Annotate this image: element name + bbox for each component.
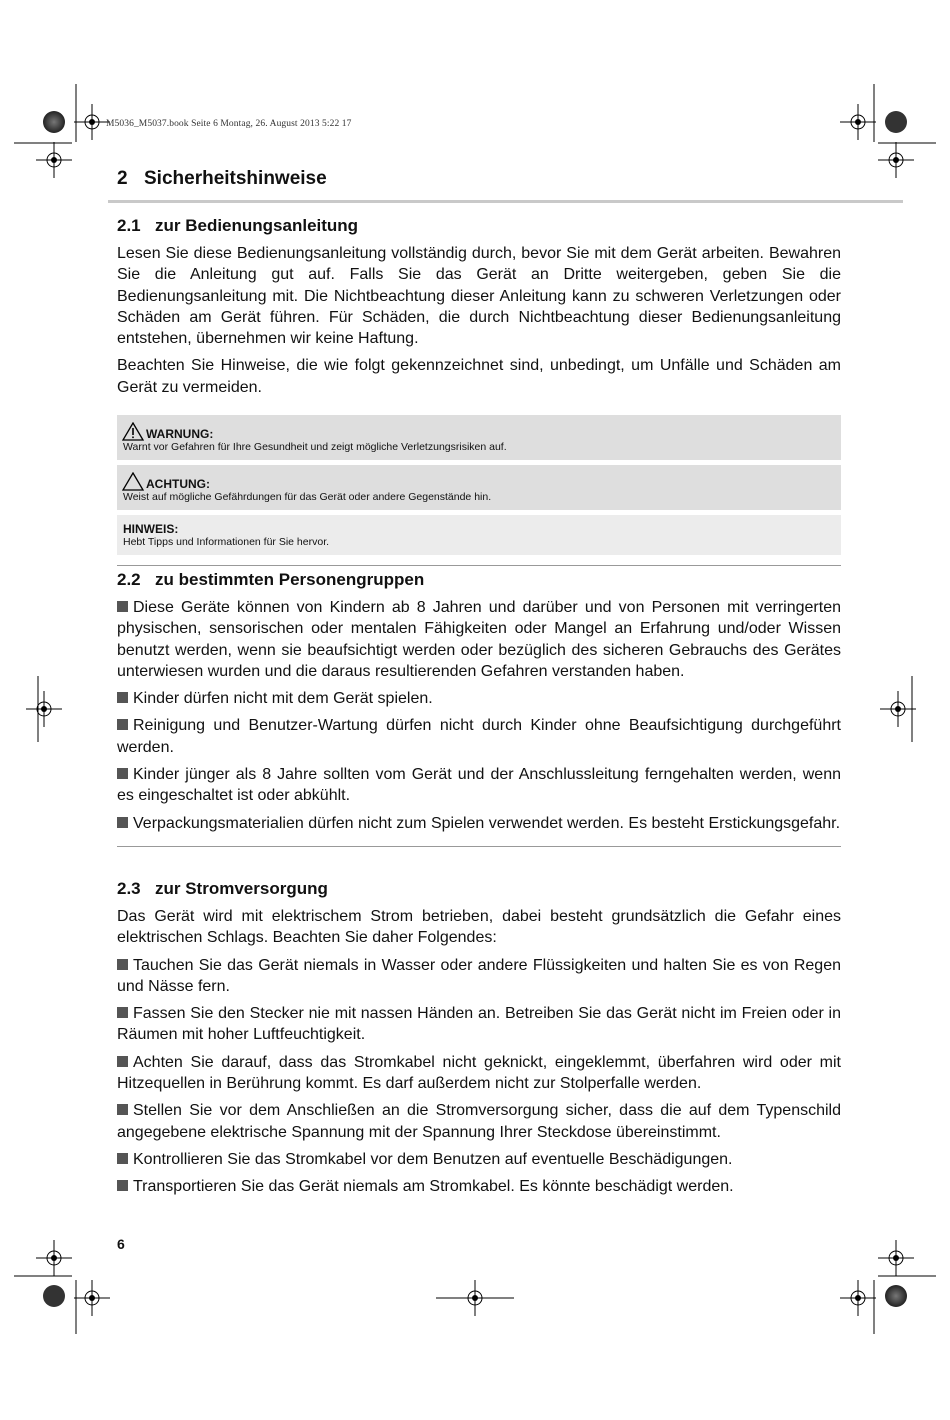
list-item: Kinder dürfen nicht mit dem Gerät spielen. <box>117 688 841 709</box>
warning-notice <box>117 415 841 460</box>
list-item: Kinder jünger als 8 Jahre sollten vom Gerät und der Anschlussleitung ferngehalten werden, wenn es eingeschaltet ist oder abkühlt. <box>117 766 841 805</box>
note-title: HINWEIS: <box>123 522 179 537</box>
registration-mark-icon <box>840 104 876 140</box>
registration-mark-icon <box>878 142 914 178</box>
section-number: 2.1 <box>117 216 141 235</box>
section-title: zur Bedienungsanleitung <box>155 216 359 235</box>
warning-title: WARNUNG: <box>123 422 835 441</box>
list-item: Tauchen Sie das Gerät niemals in Wasser oder andere Flüssigkeiten und halten Sie es von Regen und Nässe fern. <box>117 956 841 995</box>
note-text: Hebt Tipps und Informationen für Sie hervor. <box>123 536 330 549</box>
list-item: Verpackungsmaterialien dürfen nicht zum Spielen verwendet werden. Es besteht Erstickungsgefahr. <box>117 813 841 834</box>
list-item: Achten Sie darauf, dass das Stromkabel nicht geknickt, eingeklemmt, überfahren wird oder mit Hitzequellen in Berührung kommt. Es darf außerdem nicht zur Stolperfalle werden. <box>117 1053 841 1093</box>
section-number: 2.2 <box>117 570 141 589</box>
list-item: Stellen Sie vor dem Anschließen an die Stromversorgung sicher, dass die auf dem Typenschild angegebene elektrische Spannung mit der Spannung Ihrer Steckdose übereinstimmt. <box>117 1102 841 1141</box>
list-item: Kontrollieren Sie das Stromkabel vor dem Benutzen auf eventuelle Beschädigungen. <box>117 1149 841 1170</box>
list-item: Reinigung und Benutzer-Wartung dürfen nicht durch Kinder ohne Beaufsichtigung durchgeführt werden. <box>117 717 841 756</box>
square-bullet-icon <box>117 692 128 703</box>
section-title: zu bestimmten Personengruppen <box>155 570 425 589</box>
chapter-heading <box>117 168 327 190</box>
section-bedienungsanleitung <box>117 215 841 566</box>
registration-mark-icon <box>880 691 916 727</box>
list-item: Transportieren Sie das Gerät niemals am Stromkabel. Es könnte beschädigt werden. <box>117 1176 841 1197</box>
registration-mark-icon <box>26 691 62 727</box>
list-item: Fassen Sie den Stecker nie mit nassen Händen an. Betreiben Sie das Gerät nicht im Freien oder in Räumen mit hoher Luftfeuchtigkeit. <box>117 1005 841 1044</box>
section-personengruppen <box>117 569 841 847</box>
section-divider <box>117 846 841 847</box>
square-bullet-icon <box>117 1007 128 1018</box>
registration-mark-icon <box>878 1240 914 1276</box>
color-dot-icon <box>43 111 65 133</box>
caution-title: ACHTUNG: <box>123 472 835 491</box>
caution-triangle-icon <box>122 472 144 491</box>
registration-mark-icon <box>36 1240 72 1276</box>
square-bullet-icon <box>117 959 128 970</box>
section-title: zur Stromversorgung <box>155 879 328 898</box>
paragraph: Das Gerät wird mit elektrischem Strom betrieben, dabei besteht grundsätzlich die Gefahr eines elektrischen Schlags. Beachten Sie daher Folgendes: <box>117 908 841 947</box>
section-divider <box>117 565 841 566</box>
list-item: Diese Geräte können von Kindern ab 8 Jahren und darüber und von Personen mit verringerten physischen, sensorischen oder mentalen Fähigkeiten oder Mangel an Erfahrung und/oder Wissen benutzt werden, wenn sie beaufsichtigt werden oder bezüglich des sicheren Gebrauchs des Gerätes unterwiesen wurden und die daraus resultierenden Gefahren verstanden haben. <box>117 599 841 680</box>
square-bullet-icon <box>117 719 128 730</box>
paragraph: Beachten Sie Hinweise, die wie folgt gekennzeichnet sind, unbedingt, um Unfälle und Schäden am Gerät zu vermeiden. <box>117 357 841 396</box>
registration-mark-icon <box>840 1280 876 1316</box>
square-bullet-icon <box>117 1180 128 1191</box>
square-bullet-icon <box>117 601 128 612</box>
print-header: M5036_M5037.book Seite 6 Montag, 26. August 2013 5:22 17 <box>106 119 352 129</box>
warning-triangle-icon <box>122 422 144 441</box>
note-notice <box>117 515 841 555</box>
chapter-title: Sicherheitshinweise <box>144 168 327 189</box>
page-number: 6 <box>117 1236 125 1252</box>
color-dot-icon <box>885 111 907 133</box>
section-number: 2.3 <box>117 879 141 898</box>
square-bullet-icon <box>117 817 128 828</box>
square-bullet-icon <box>117 1153 128 1164</box>
square-bullet-icon <box>117 768 128 779</box>
caution-text: Weist auf mögliche Gefährdungen für das Gerät oder andere Gegenstände hin. <box>123 491 492 504</box>
color-dot-icon <box>885 1285 907 1307</box>
registration-mark-icon <box>36 142 72 178</box>
section-heading <box>117 569 841 591</box>
square-bullet-icon <box>117 1104 128 1115</box>
registration-mark-icon <box>74 104 110 140</box>
color-dot-icon <box>43 1285 65 1307</box>
section-stromversorgung <box>117 878 841 1204</box>
warning-text: Warnt vor Gefahren für Ihre Gesundheit und zeigt mögliche Verletzungsrisiken auf. <box>123 441 507 454</box>
square-bullet-icon <box>117 1056 128 1067</box>
section-heading <box>117 878 841 900</box>
section-heading <box>117 215 841 237</box>
caution-notice <box>117 465 841 510</box>
chapter-number: 2 <box>117 168 128 189</box>
chapter-divider <box>108 200 903 203</box>
registration-mark-icon <box>74 1280 110 1316</box>
paragraph: Lesen Sie diese Bedienungsanleitung vollständig durch, bevor Sie mit dem Gerät arbeiten. Bewahren Sie die Anleitung gut auf. Falls Sie das Gerät an Dritte weitergeben, geben Sie die Bedienungsanleitung mit. Die Nichtbeachtung dieser Anleitung kann zu schweren Verletzungen oder Schäden am Gerät führen. Für Schäden, die durch Nichtbeachtung dieser Bedienungsanleitung entstehen, übernehmen wir keine Haftung. <box>117 245 841 348</box>
